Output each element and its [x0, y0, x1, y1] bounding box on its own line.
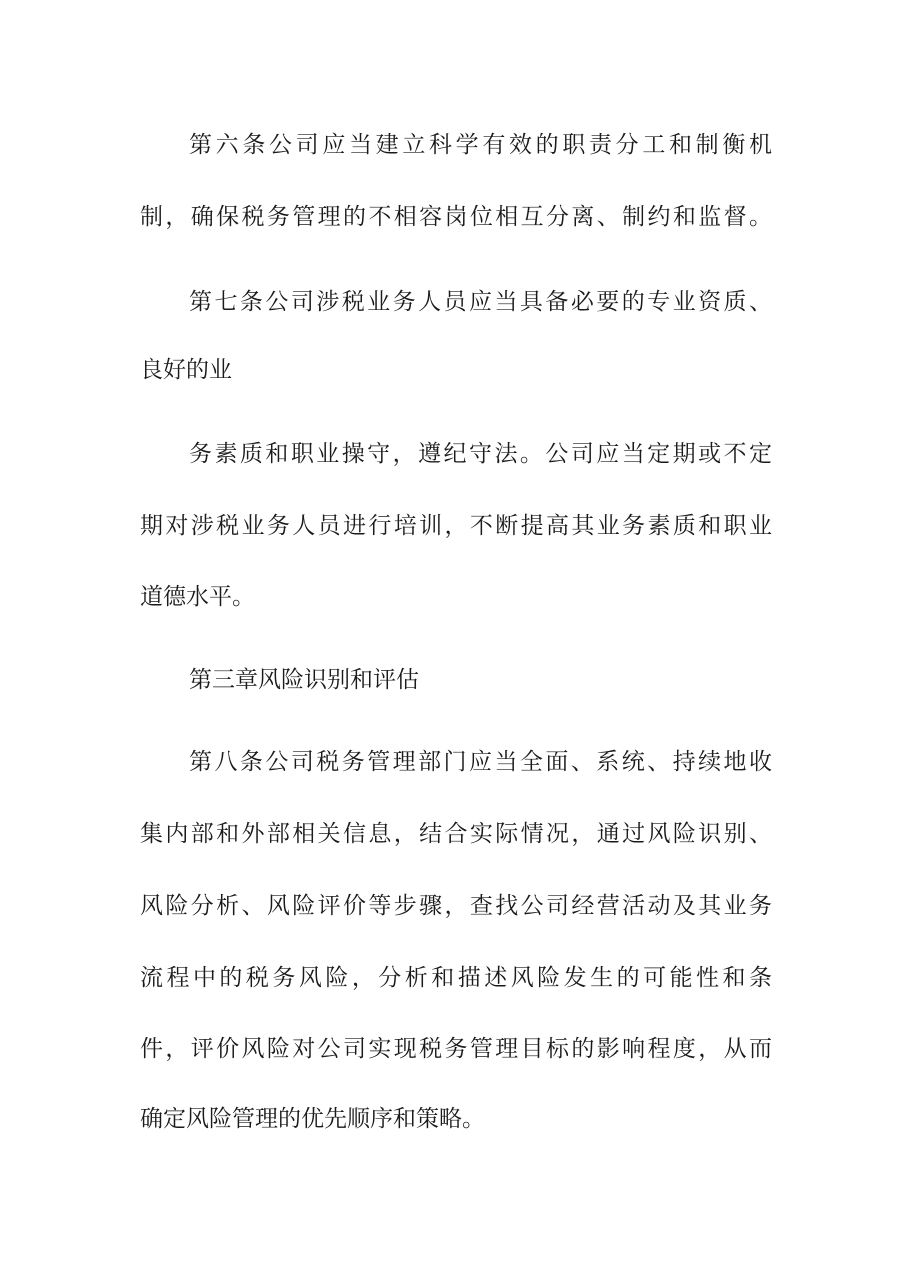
article-6-line-2: 制，确保税务管理的不相容岗位相互分离、制约和监督。: [140, 204, 772, 230]
article-8-line-5: 件，评价风险对公司实现税务管理目标的影响程度，从而: [140, 1036, 772, 1062]
article-8-line-1: 第八条公司税务管理部门应当全面、系统、持续地收: [189, 749, 772, 775]
article-7-line-3: 务素质和职业操守，遵纪守法。公司应当定期或不定: [189, 441, 772, 467]
article-8-line-2: 集内部和外部相关信息，结合实际情况，通过风险识别、: [140, 821, 772, 847]
article-8-line-6: 确定风险管理的优先顺序和策略。: [140, 1106, 485, 1132]
article-7-line-2: 良好的业: [140, 357, 232, 383]
article-7-line-4: 期对涉税业务人员进行培训，不断提高其业务素质和职业: [140, 513, 772, 539]
article-7-line-1: 第七条公司涉税业务人员应当具备必要的专业资质、: [189, 289, 772, 315]
chapter-3-heading: 第三章风险识别和评估: [189, 667, 419, 693]
article-8-line-3: 风险分析、风险评价等步骤，查找公司经营活动及其业务: [140, 893, 772, 919]
article-7-line-5: 道德水平。: [140, 584, 255, 610]
article-6-line-1: 第六条公司应当建立科学有效的职责分工和制衡机: [189, 132, 772, 158]
article-8-line-4: 流程中的税务风险，分析和描述风险发生的可能性和条: [140, 965, 772, 991]
